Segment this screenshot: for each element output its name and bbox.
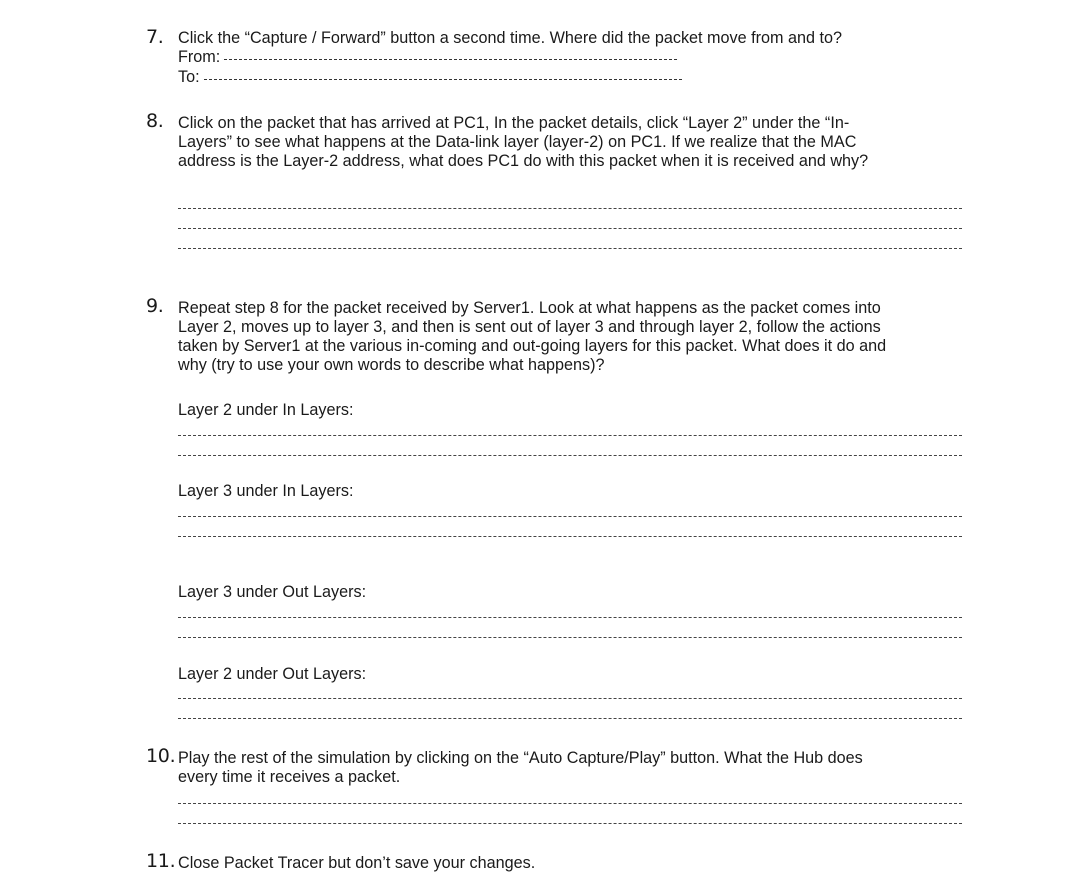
layer2-out-label: Layer 2 under Out Layers: bbox=[178, 665, 367, 683]
question-text: Click the “Capture / Forward” button a second time. Where did the packet move from and to? bbox=[178, 29, 842, 47]
answer-line[interactable] bbox=[178, 823, 962, 824]
layer2-in-label: Layer 2 under In Layers: bbox=[178, 401, 354, 419]
question-number: 8. bbox=[146, 110, 164, 132]
answer-line[interactable] bbox=[178, 803, 962, 804]
layer3-in-label: Layer 3 under In Layers: bbox=[178, 482, 354, 500]
question-text: Click on the packet that has arrived at PC1, In the packet details, click “Layer 2” under the “In- Layers” to see what happens at the Data-link layer (layer-2) on PC1. If we realize that the MAC address is the Layer-2 address, what does PC1 do with this packet when it is received and why? bbox=[178, 114, 869, 170]
answer-line[interactable] bbox=[178, 248, 962, 249]
question-text: Close Packet Tracer but don’t save your changes. bbox=[178, 854, 536, 872]
question-number: 9. bbox=[146, 295, 164, 317]
answer-line[interactable] bbox=[178, 698, 962, 699]
from-label: From: bbox=[178, 48, 221, 66]
answer-line[interactable] bbox=[178, 718, 962, 719]
question-number: 11. bbox=[146, 850, 176, 872]
answer-line[interactable] bbox=[178, 228, 962, 229]
answer-line[interactable] bbox=[178, 455, 962, 456]
answer-line[interactable] bbox=[178, 208, 962, 209]
question-number: 7. bbox=[146, 26, 164, 48]
question-number: 10. bbox=[146, 745, 176, 767]
answer-line[interactable] bbox=[178, 536, 962, 537]
answer-line[interactable] bbox=[178, 435, 962, 436]
from-blank-line bbox=[224, 58, 677, 60]
answer-line[interactable] bbox=[178, 637, 962, 638]
to-field[interactable] bbox=[178, 68, 682, 87]
question-text: Repeat step 8 for the packet received by Server1. Look at what happens as the packet comes into Layer 2, moves up to layer 3, and then is sent out of layer 3 and through layer 2, follow the actions taken by Server1 at the various in-coming and out-going layers for this packet. What does it do and why (try to use your own words to describe what happens)? bbox=[178, 299, 887, 374]
layer3-out-label: Layer 3 under Out Layers: bbox=[178, 583, 367, 601]
question-text: Play the rest of the simulation by clicking on the “Auto Capture/Play” button. What the Hub does every time it receives a packet. bbox=[178, 749, 863, 786]
answer-line[interactable] bbox=[178, 617, 962, 618]
answer-line[interactable] bbox=[178, 516, 962, 517]
to-blank-line bbox=[204, 78, 682, 80]
to-label: To: bbox=[178, 68, 200, 86]
from-field[interactable] bbox=[178, 48, 677, 67]
